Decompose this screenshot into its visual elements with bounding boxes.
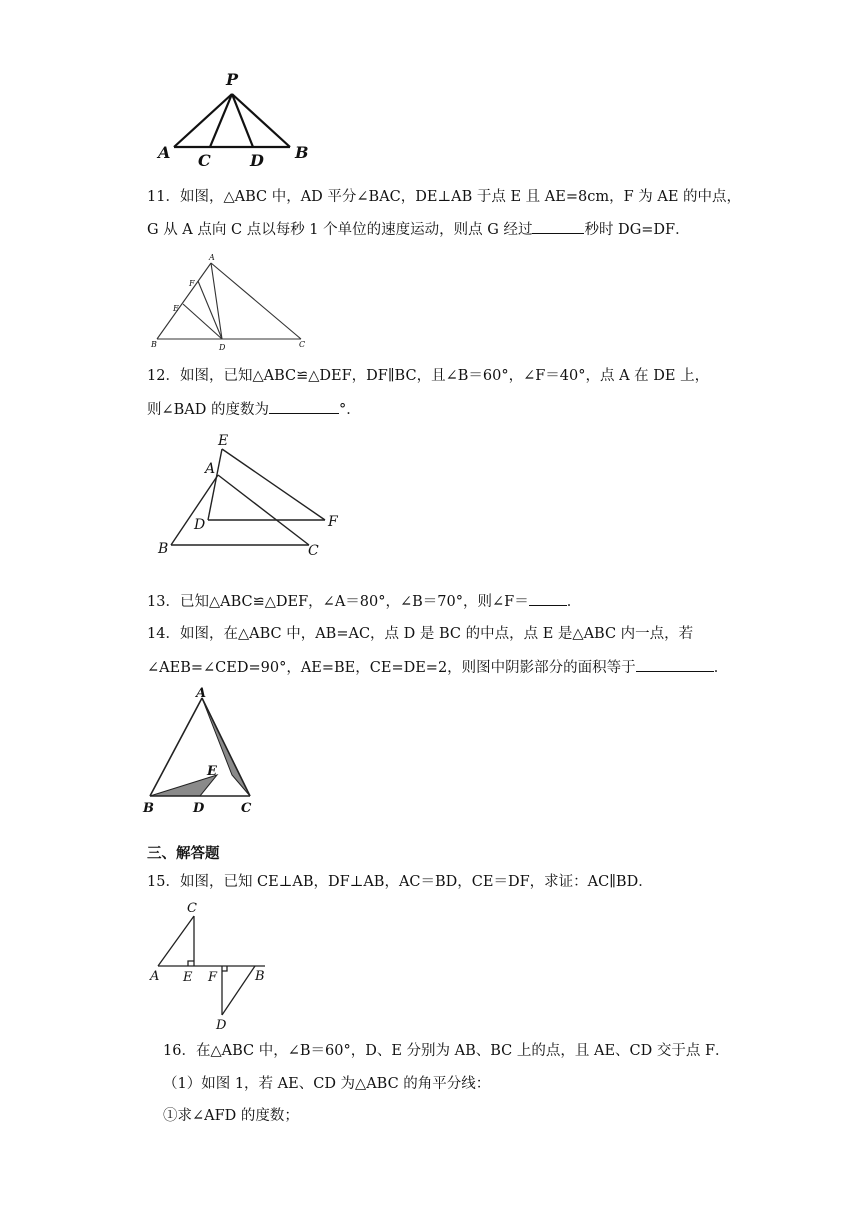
q15-label-B: B: [255, 969, 265, 984]
figure-q15: [145, 898, 280, 1038]
q15-figure-lines: [158, 916, 265, 1015]
q11-figure-lines: [157, 263, 301, 339]
q12-label-F: F: [328, 514, 338, 530]
triangle-pab-lines: [174, 94, 290, 147]
figure-q12: [150, 428, 350, 563]
q11-line2-after: 秒时 DG=DF．: [584, 222, 690, 238]
q12-line2-after: °．: [339, 402, 361, 418]
q14-line2: [147, 657, 728, 678]
q14-line1: 14．如图，在△ABC 中，AB=AC，点 D 是 BC 的中点，点 E 是△ABC 内一点，若: [147, 626, 694, 642]
q11-label-E: E: [173, 304, 179, 313]
q11-label-A: A: [209, 253, 215, 262]
q15-label-F: F: [208, 970, 218, 985]
q14-label-A: A: [196, 686, 207, 701]
q12-line2-before: 则∠BAD 的度数为: [147, 402, 270, 418]
figure-q11: [145, 250, 315, 355]
q12-answer-blank: [269, 399, 339, 414]
q16-line1: 16．在△ABC 中，∠B＝60°，D、E 分别为 AB、BC 上的点，且 AE、CD 交于点 F．: [163, 1043, 730, 1059]
q12-label-D: D: [194, 517, 206, 533]
q11-line2-before: G 从 A 点向 C 点以每秒 1 个单位的速度运动，则点 G 经过: [147, 222, 533, 238]
q15-label-E: E: [183, 970, 193, 985]
q12-label-B: B: [158, 541, 169, 557]
figure-q14: [140, 682, 265, 817]
q11-answer-blank: [532, 219, 584, 234]
q15-label-D: D: [216, 1018, 227, 1033]
q11-label-B: B: [151, 340, 157, 349]
label-D: D: [250, 151, 264, 170]
q14-line2-before: ∠AEB=∠CED=90°，AE=BE，CE=DE=2，则图中阴影部分的面积等于: [147, 660, 636, 676]
q14-label-B: B: [143, 801, 154, 816]
q13-text-before: 13．已知△ABC≌△DEF，∠A＝80°，∠B＝70°，则∠F＝: [147, 594, 529, 610]
q11-label-C: C: [299, 340, 306, 349]
section-title-answer-questions: 三、解答题: [147, 845, 220, 862]
q11-label-F: F: [189, 279, 195, 288]
label-C: C: [198, 151, 211, 170]
q11-line1: 11．如图，△ABC 中，AD 平分∠BAC，DE⊥AB 于点 E 且 AE=8cm，F 为 AE 的中点，: [147, 189, 742, 205]
q11-line2: [147, 219, 690, 240]
q12-label-A: A: [205, 461, 216, 477]
q13-answer-blank: [529, 591, 567, 606]
q15-text: 15．如图，已知 CE⊥AB，DF⊥AB，AC＝BD，CE＝DF，求证：AC∥BD．: [147, 874, 653, 890]
label-P: P: [226, 70, 239, 89]
q16-line2: （1）如图 1，若 AE、CD 为△ABC 的角平分线：: [163, 1076, 491, 1092]
q13-line: [147, 591, 581, 612]
q12-line2: [147, 399, 361, 420]
q11-label-D: D: [219, 343, 226, 352]
q12-line1: 12．如图，已知△ABC≌△DEF，DF∥BC，且∠B＝60°，∠F＝40°，点 A 在 DE 上，: [147, 368, 710, 384]
q14-line2-after: ．: [713, 660, 729, 676]
q14-label-C: C: [241, 801, 252, 816]
q15-label-C: C: [187, 901, 197, 916]
q12-label-C: C: [308, 543, 319, 559]
label-A: A: [158, 143, 171, 162]
q16-line3: ①求∠AFD 的度数；: [163, 1108, 299, 1124]
q15-label-A: A: [150, 969, 160, 984]
q12-label-E: E: [218, 433, 229, 449]
q14-label-E: E: [207, 764, 217, 779]
q13-text-after: ．: [566, 594, 582, 610]
figure-triangle-pab: [150, 66, 330, 176]
label-B: B: [295, 143, 309, 162]
q14-label-D: D: [193, 801, 205, 816]
q14-answer-blank: [636, 657, 714, 672]
